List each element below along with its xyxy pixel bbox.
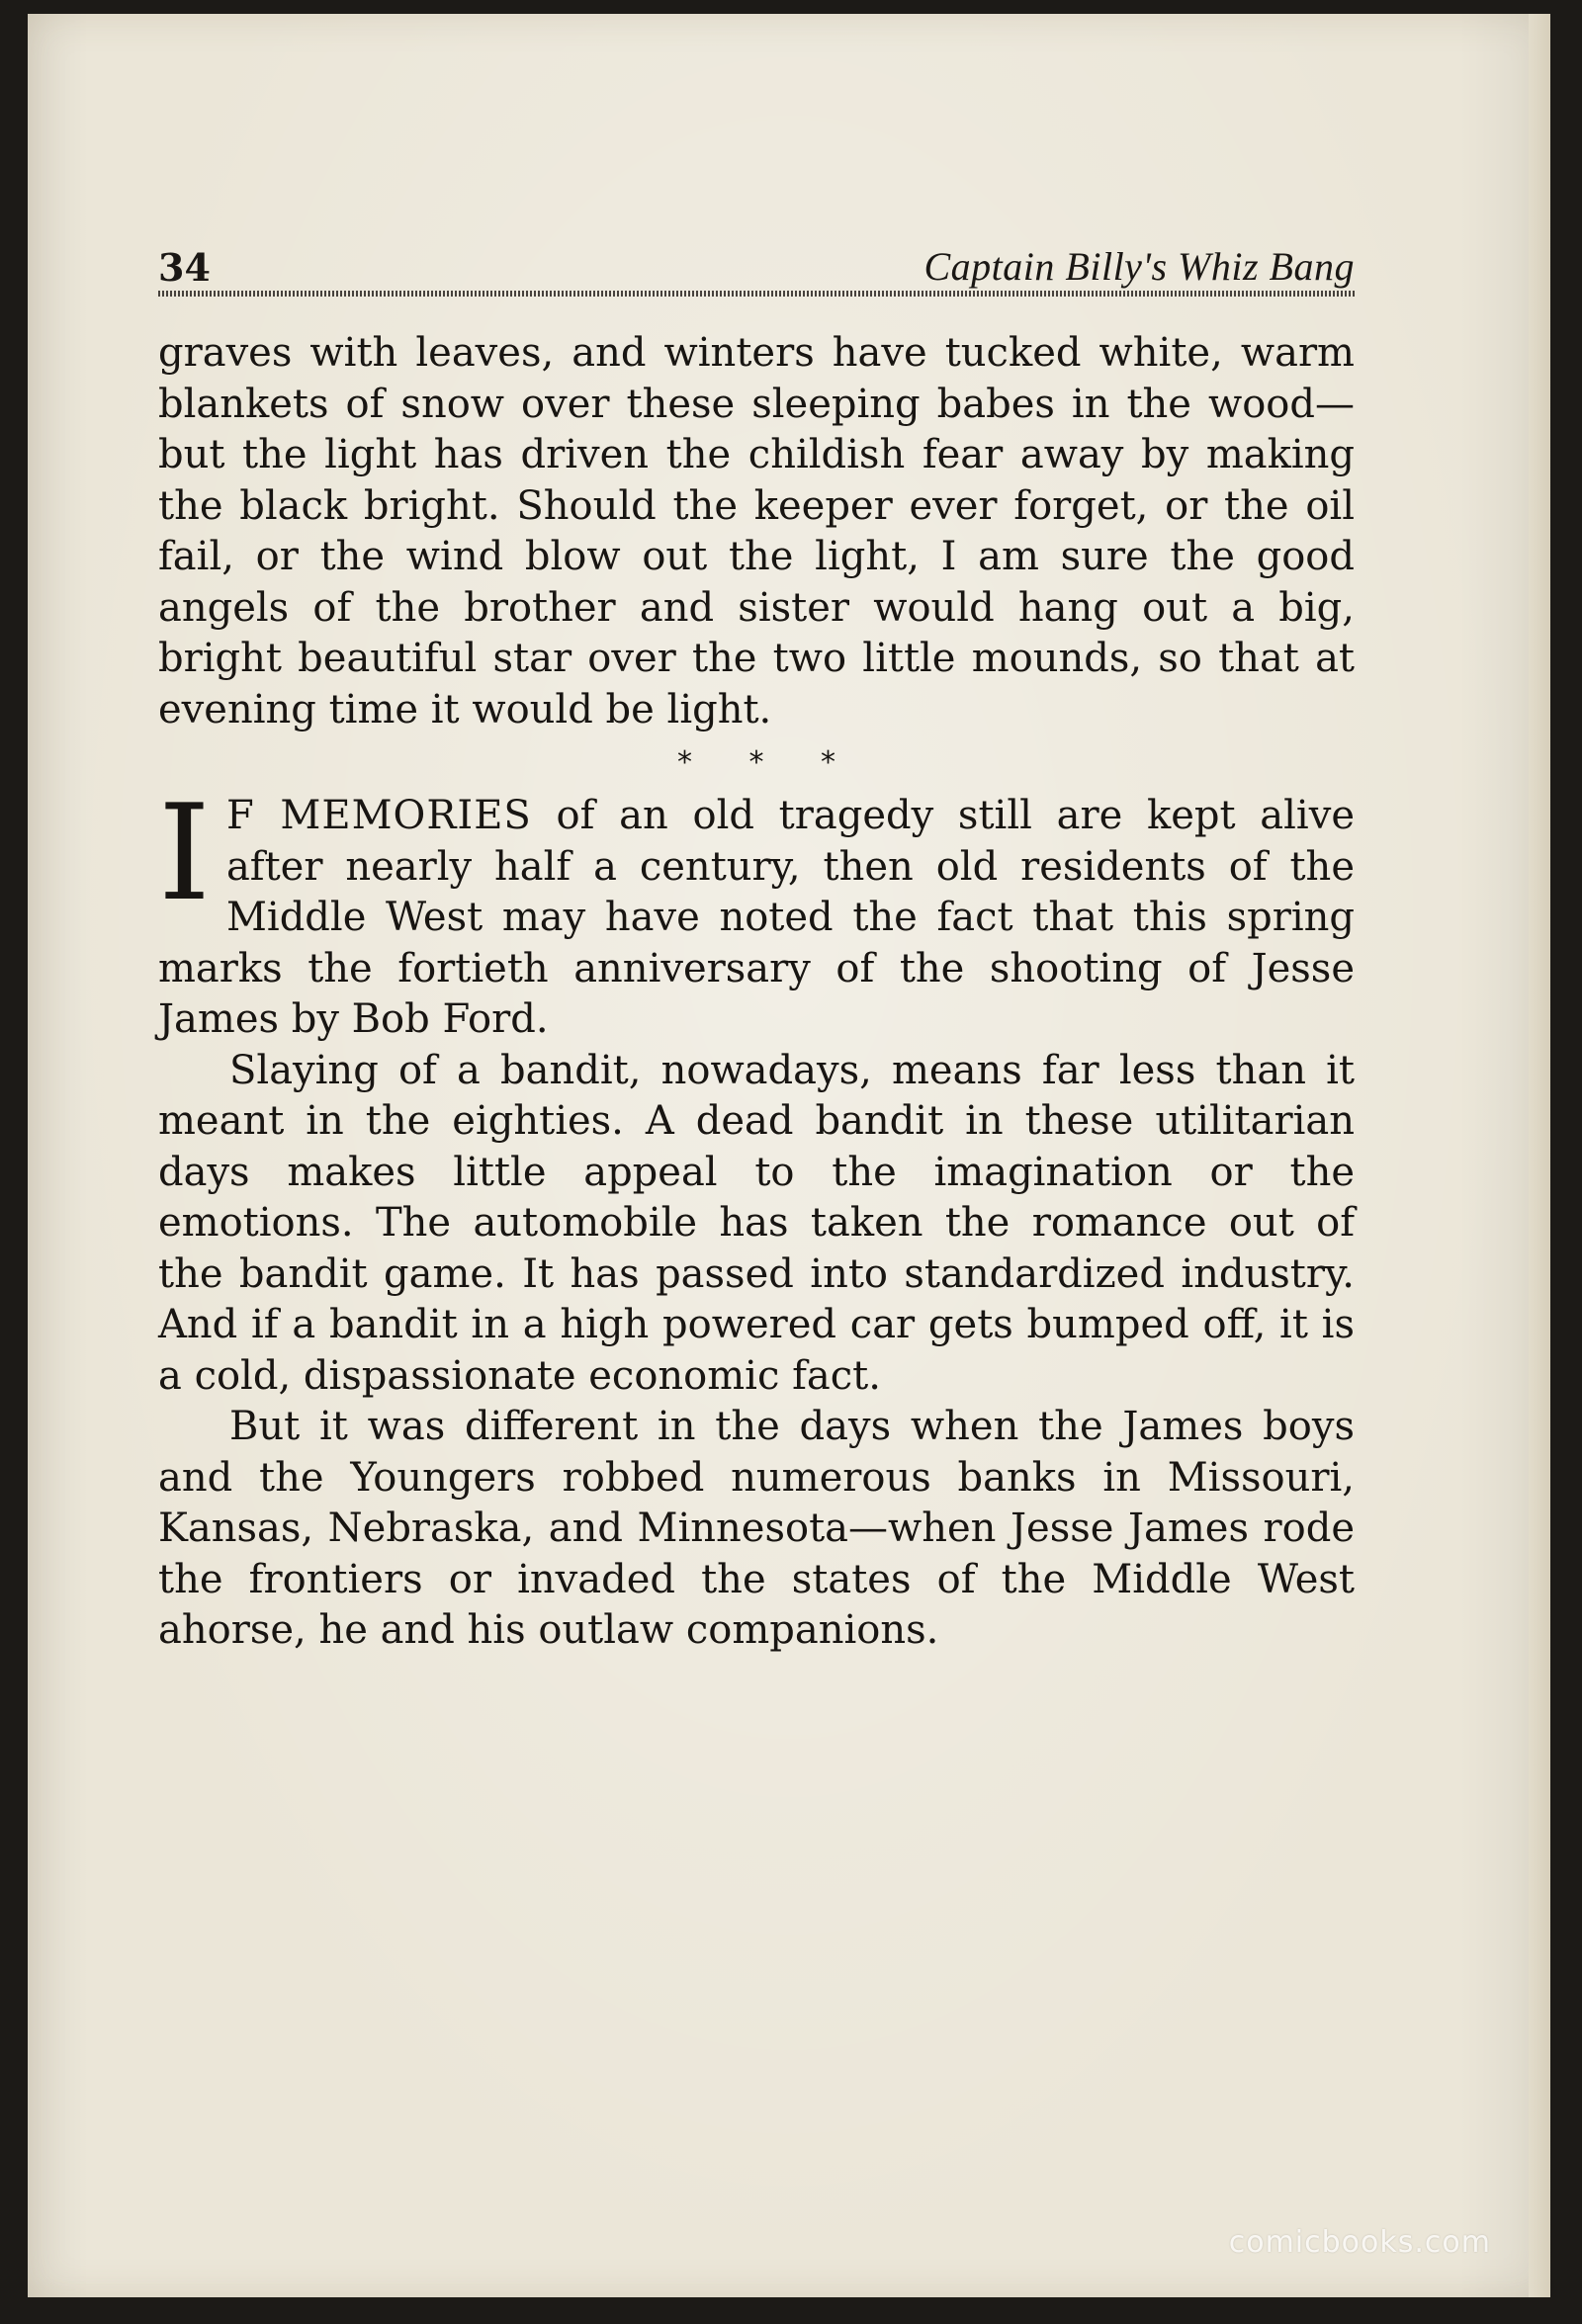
- small-caps-lead: F MEMORIES: [225, 793, 532, 838]
- page-edge: [1529, 14, 1550, 2297]
- running-head: [158, 223, 1355, 290]
- page-number: 34: [158, 245, 211, 290]
- paragraph-4: But it was different in the days when the James boys and the Youngers robbed numerous banks in Missouri, Kansas, Nebraska, and Minnesota—when Jesse James rode the frontiers or invaded the states of the Middle West ahorse, he and his outlaw companions.: [158, 1404, 1355, 1653]
- paragraph-2-text: of an old tragedy still are kept alive after nearly half a century, then old residents of the Middle West may have noted the fact that this spring marks the fortieth anniversary of the shooting of Jesse James by Bob Ford.: [158, 793, 1355, 1042]
- article-body: [158, 328, 1355, 1657]
- paragraph-1: graves with leaves, and winters have tucked white, warm blankets of snow over these sleeping babes in the wood—but the light has driven the childish fear away by making the black bright. Should the keeper ever forget, or the oil fail, or the wind blow out the light, I am sure the good angels of the brother and sister would hang out a big, bright beautiful star over the two little mounds, so that at evening time it would be light.: [158, 330, 1355, 732]
- header-rule: [158, 291, 1355, 297]
- paragraph-3: Slaying of a bandit, nowadays, means far less than it meant in the eighties. A dead bandit in these utilitarian days makes little appeal to the imagination or the emotions. The automobile has taken the romance out of the bandit game. It has passed into standardized industry. And if a bandit in a high powered car gets bumped off, it is a cold, dispassionate economic fact.: [158, 1047, 1355, 1399]
- book-page: [28, 14, 1550, 2297]
- section-separator: * * *: [676, 745, 860, 780]
- book-title: Captain Billy's Whiz Bang: [923, 244, 1355, 289]
- watermark: comicbooks.com: [1228, 2225, 1491, 2260]
- paragraph-2: I F MEMORIES of an old tragedy still are kept alive after nearly half a century, then old residents of the Middle West may have noted the fact that this spring marks the fortieth anniversary of the shooting of Jesse James by Bob Ford.: [158, 776, 1355, 1042]
